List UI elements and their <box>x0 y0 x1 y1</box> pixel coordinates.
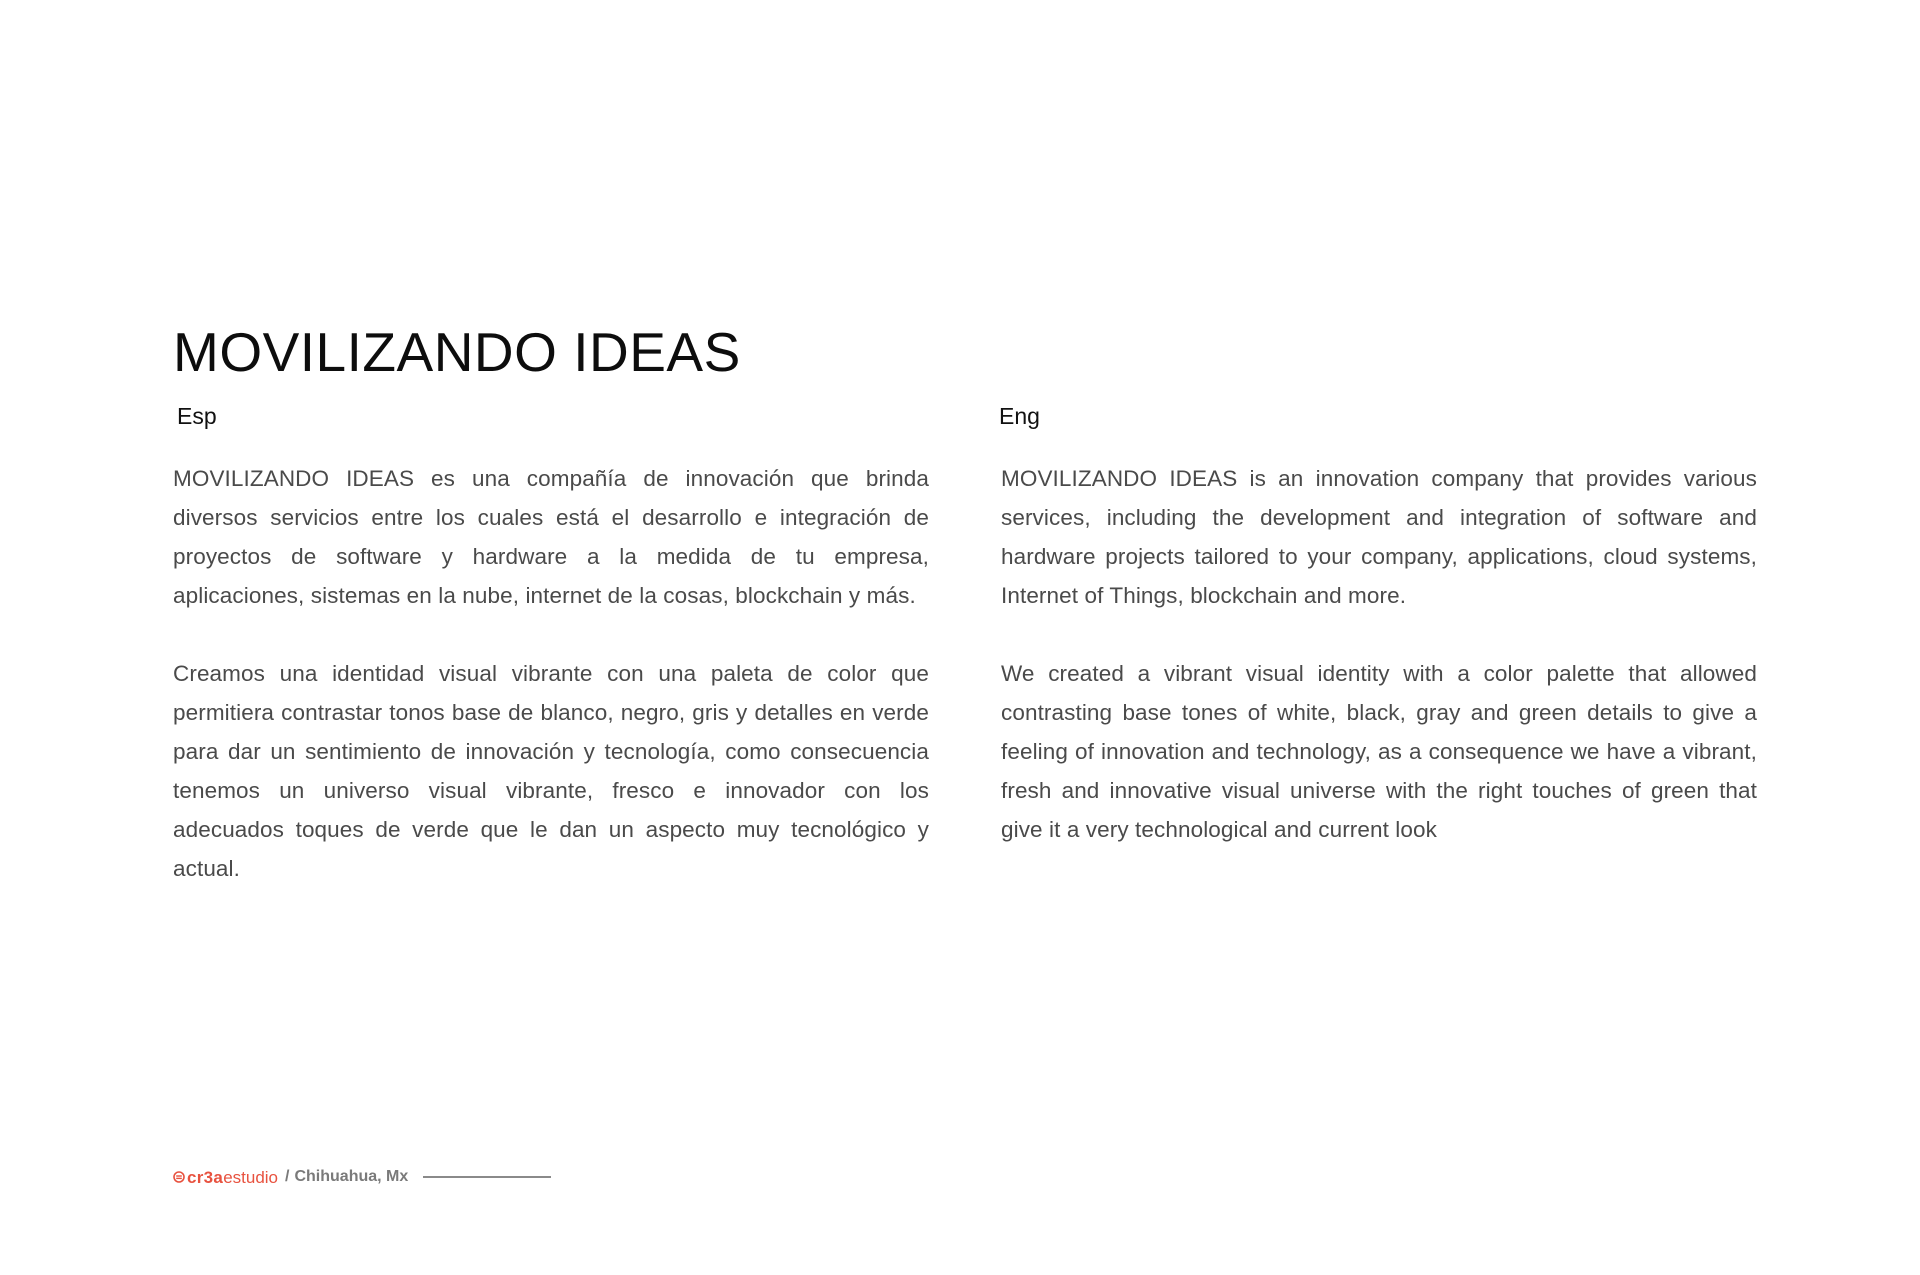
spanish-column <box>173 459 929 927</box>
spanish-label: Esp <box>177 403 217 429</box>
spanish-paragraph-2: Creamos una identidad visual vibrante con una paleta de color que permitiera contrastar tonos base de blanco, negro, gris y detalles en verde para dar un sentimiento de innovación y tecnología, como consecuencia tenemos un universo visual vibrante, fresco e innovador con los adecuados toques de verde que le dan un aspecto muy tecnológico y actual. <box>173 661 929 881</box>
page-title: MOVILIZANDO IDEAS <box>173 321 741 383</box>
logo-text-light: estudio <box>223 1167 279 1187</box>
spanish-paragraph-1: MOVILIZANDO IDEAS es una compañía de innovación que brinda diversos servicios entre los cuales está el desarrollo e integración de proyectos de software y hardware a la medida de tu empresa, aplicaciones, sistemas en la nube, internet de la cosas, blockchain y más. <box>173 466 929 608</box>
english-paragraph-1: MOVILIZANDO IDEAS is an innovation company that provides various services, including the development and integration of software and hardware projects tailored to your company, applications, cloud systems, Internet of Things, blockchain and more. <box>1001 466 1757 608</box>
footer-divider-line <box>423 1176 551 1178</box>
logo-mark-icon <box>173 1171 185 1183</box>
english-label: Eng <box>999 403 1040 429</box>
footer <box>173 1166 551 1188</box>
footer-separator: / <box>285 1168 290 1185</box>
english-paragraph-2: We created a vibrant visual identity with a color palette that allowed contrasting base tones of white, black, gray and green details to give a feeling of innovation and technology, as a consequence we have a vibrant, fresh and innovative visual universe with the right touches of green that give it a very technological and current look <box>1001 661 1757 842</box>
footer-location: Chihuahua, Mx <box>294 1168 409 1185</box>
brand-logo <box>173 1169 278 1186</box>
logo-text-bold: cr3a <box>187 1167 224 1187</box>
english-column <box>1001 459 1757 888</box>
